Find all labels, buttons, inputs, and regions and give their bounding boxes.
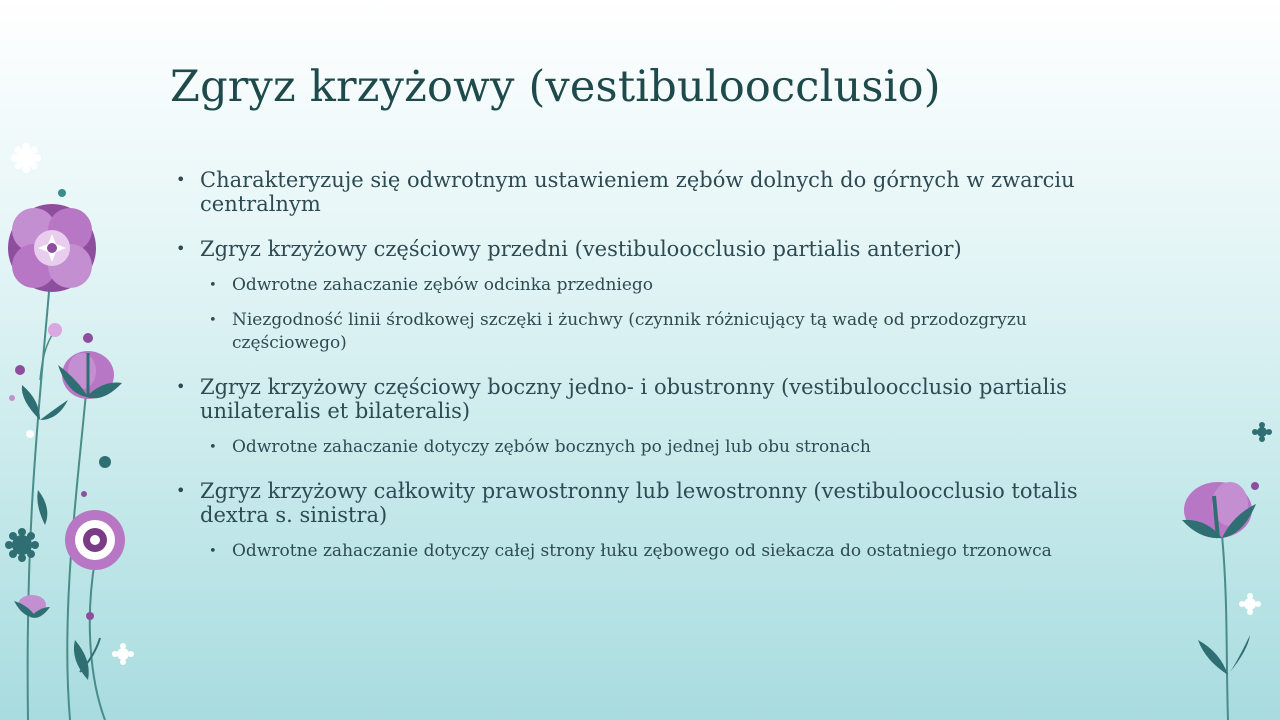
sub-bullet-item: • Niezgodność linii środkowej szczęki i żuchwy (czynnik różnicujący tą wadę od przodozgryzu częściowego) — [232, 309, 1133, 355]
bullet-item: • Zgryz krzyżowy częściowy boczny jedno- i obustronny (vestibuloocclusio partialis unilateralis et bilateralis) — [173, 375, 1133, 423]
sub-bullet-item: • Odwrotne zahaczanie zębów odcinka przedniego — [232, 274, 1133, 297]
bullet-item: • Zgryz krzyżowy częściowy przedni (vestibuloocclusio partialis anterior) — [173, 237, 1133, 261]
floral-decoration-left-icon — [0, 0, 140, 720]
bullet-list — [173, 168, 1133, 575]
bullet-item: • Zgryz krzyżowy całkowity prawostronny lub lewostronny (vestibuloocclusio totalis dextra s. sinistra) — [173, 479, 1133, 527]
bullet-item: • Charakteryzuje się odwrotnym ustawieniem zębów dolnych do górnych w zwarciu centralnym — [173, 168, 1133, 216]
slide-title: Zgryz krzyżowy (vestibuloocclusio) — [170, 62, 941, 112]
sub-bullet-item: • Odwrotne zahaczanie dotyczy całej strony łuku zębowego od siekacza do ostatniego trzonowca — [232, 540, 1133, 563]
sub-bullet-item: • Odwrotne zahaczanie dotyczy zębów bocznych po jednej lub obu stronach — [232, 436, 1133, 459]
